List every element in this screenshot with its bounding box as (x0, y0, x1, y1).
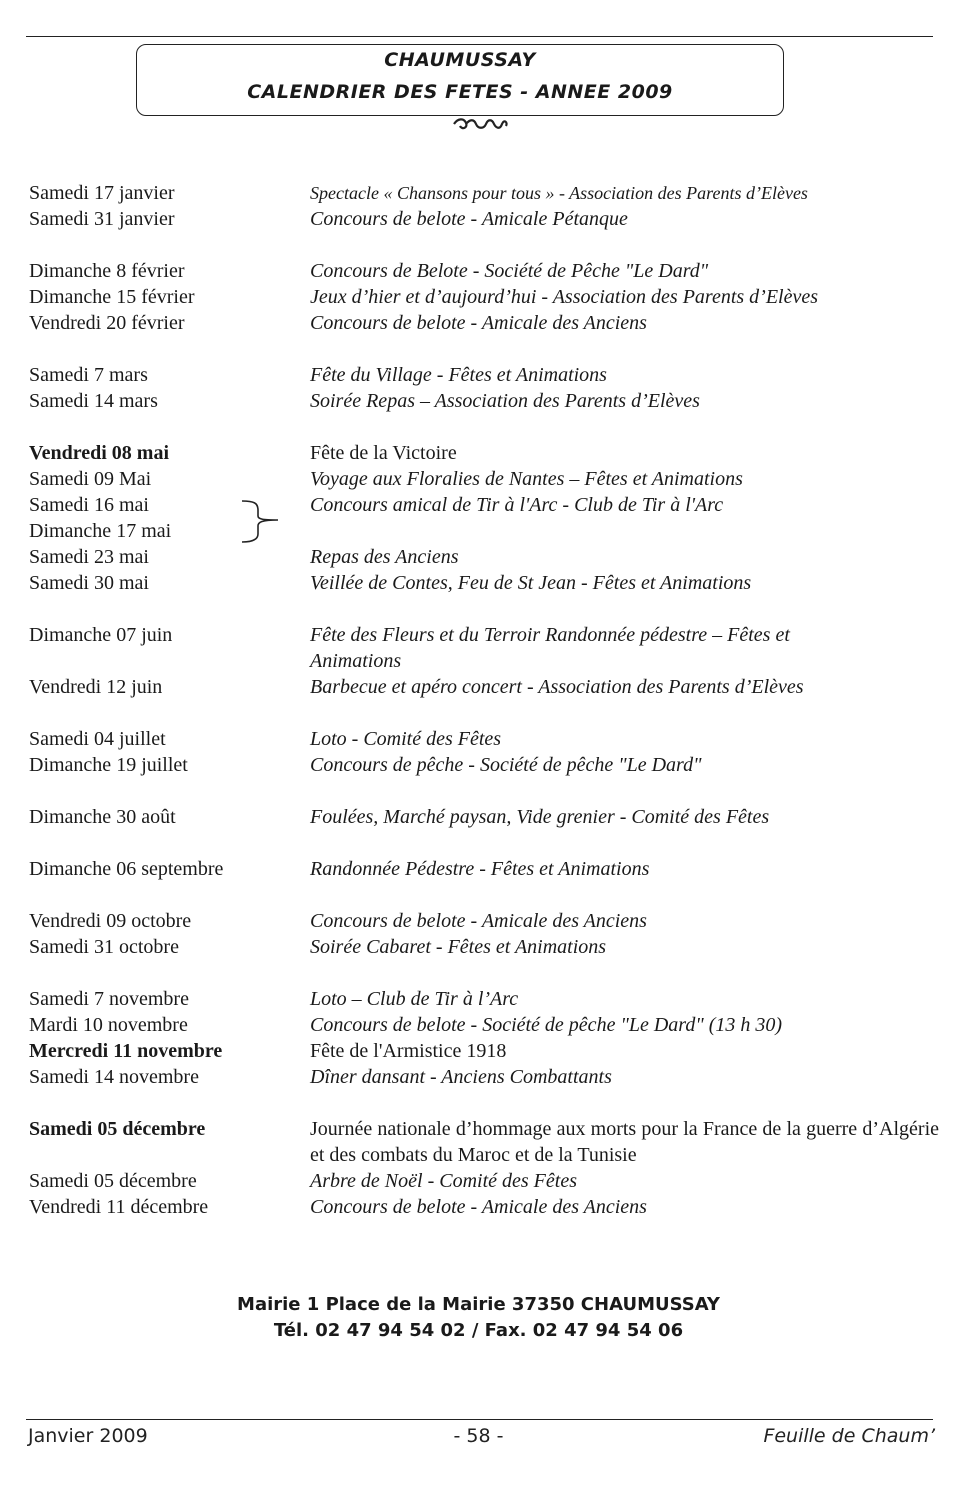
title-box (136, 44, 784, 116)
event-description: Concours de belote - Amicale des Anciens (310, 312, 647, 334)
event-date: Samedi 30 mai (29, 572, 149, 594)
event-date: Samedi 09 Mai (29, 468, 152, 490)
event-row (29, 284, 939, 310)
address-line: Mairie 1 Place de la Mairie 37350 CHAUMUSSAY (237, 1294, 720, 1315)
event-date: Dimanche 15 février (29, 286, 195, 308)
event-date: Vendredi 20 février (29, 312, 185, 334)
event-date: Dimanche 30 août (29, 806, 176, 828)
month-group-september (29, 856, 939, 882)
event-date: Vendredi 08 mai (29, 442, 170, 464)
event-row (29, 440, 939, 466)
event-date: Samedi 16 mai (29, 494, 149, 516)
event-row (29, 362, 939, 388)
event-date: Samedi 05 décembre (29, 1118, 206, 1140)
event-row (29, 622, 939, 674)
event-row (29, 1116, 939, 1168)
event-description: Dîner dansant - Anciens Combattants (310, 1066, 612, 1088)
event-row (29, 206, 939, 232)
event-date: Samedi 14 novembre (29, 1066, 199, 1088)
event-date: Dimanche 17 mai (29, 520, 172, 542)
event-date: Samedi 14 mars (29, 390, 158, 412)
event-row (29, 518, 939, 544)
top-rule (26, 36, 933, 37)
event-description: Arbre de Noël - Comité des Fêtes (310, 1170, 577, 1192)
event-description: Randonnée Pédestre - Fêtes et Animations (310, 858, 650, 880)
event-description: Soirée Cabaret - Fêtes et Animations (310, 936, 607, 958)
event-date: Samedi 7 novembre (29, 988, 189, 1010)
event-row (29, 570, 939, 596)
month-group-february (29, 258, 939, 336)
event-date: Samedi 31 janvier (29, 208, 175, 230)
event-description: Concours de belote - Amicale des Anciens (310, 1196, 647, 1218)
event-row (29, 180, 939, 206)
event-description: Veillée de Contes, Feu de St Jean - Fêtes et Animations (310, 572, 752, 594)
right-brace-icon (238, 498, 282, 544)
event-date: Samedi 23 mai (29, 546, 149, 568)
event-description: Concours de Belote - Société de Pêche "Le Dard" (310, 260, 709, 282)
event-row (29, 908, 939, 934)
page-subtitle: CALENDRIER DES FETES - ANNEE 2009 (247, 81, 673, 103)
event-row (29, 310, 939, 336)
event-date: Samedi 31 octobre (29, 936, 179, 958)
event-description: Loto - Comité des Fêtes (310, 728, 502, 750)
event-description: Fête des Fleurs et du Terroir Randonnée pédestre – Fêtes et Animations (310, 624, 790, 672)
event-row (29, 856, 939, 882)
event-description: Fête de l'Armistice 1918 (310, 1040, 507, 1062)
event-description: Concours de belote - Société de pêche "Le Dard" (13 h 30) (310, 1014, 783, 1036)
event-date: Dimanche 06 septembre (29, 858, 224, 880)
ornament-icon (450, 116, 510, 132)
month-group-july (29, 726, 939, 778)
event-row (29, 258, 939, 284)
event-description: Foulées, Marché paysan, Vide grenier - Comité des Fêtes (310, 806, 770, 828)
event-description: Concours de belote - Amicale Pétanque (310, 208, 628, 230)
event-description: Soirée Repas – Association des Parents d’Elèves (310, 390, 700, 412)
event-description: Fête du Village - Fêtes et Animations (310, 364, 607, 386)
month-group-december (29, 1116, 939, 1220)
page-number: - 58 - (453, 1425, 504, 1447)
event-row (29, 1168, 939, 1194)
event-date: Vendredi 11 décembre (29, 1196, 209, 1218)
event-date: Dimanche 8 février (29, 260, 185, 282)
month-group-may (29, 440, 939, 596)
event-description: Concours de belote - Amicale des Anciens (310, 910, 647, 932)
event-date: Mercredi 11 novembre (29, 1040, 223, 1062)
event-description: Loto – Club de Tir à l’Arc (310, 988, 519, 1010)
event-date: Dimanche 19 juillet (29, 754, 188, 776)
event-row (29, 1064, 939, 1090)
month-group-august (29, 804, 939, 830)
month-group-october (29, 908, 939, 960)
event-row (29, 388, 939, 414)
event-date: Vendredi 12 juin (29, 676, 163, 698)
event-description: Repas des Anciens (310, 546, 459, 568)
events-schedule (29, 180, 939, 1246)
event-row (29, 726, 939, 752)
month-group-november (29, 986, 939, 1090)
event-row (29, 674, 939, 700)
event-row (29, 1038, 939, 1064)
month-group-june (29, 622, 939, 700)
event-row (29, 492, 939, 518)
event-description: Concours amical de Tir à l'Arc - Club de Tir à l'Arc (310, 494, 724, 516)
event-date: Mardi 10 novembre (29, 1014, 188, 1036)
event-date: Dimanche 07 juin (29, 624, 173, 646)
event-description: Voyage aux Floralies de Nantes – Fêtes et Animations (310, 468, 743, 490)
footer-date: Janvier 2009 (28, 1425, 148, 1447)
event-date: Samedi 04 juillet (29, 728, 166, 750)
event-row (29, 986, 939, 1012)
event-row (29, 1012, 939, 1038)
event-row (29, 466, 939, 492)
event-date: Vendredi 09 octobre (29, 910, 192, 932)
page-title: CHAUMUSSAY (384, 49, 536, 71)
event-description: Journée nationale d’hommage aux morts pour la France de la guerre d’Algérie et des combats du Maroc et de la Tunisie (310, 1118, 939, 1166)
event-date: Samedi 7 mars (29, 364, 148, 386)
event-row (29, 934, 939, 960)
contact-line: Tél. 02 47 94 54 02 / Fax. 02 47 94 54 06 (273, 1320, 684, 1341)
event-row (29, 1194, 939, 1220)
event-date: Samedi 05 décembre (29, 1170, 197, 1192)
event-row (29, 804, 939, 830)
event-row (29, 544, 939, 570)
event-row (29, 752, 939, 778)
event-description: Jeux d’hier et d’aujourd’hui - Association des Parents d’Elèves (310, 286, 819, 308)
event-description: Fête de la Victoire (310, 442, 457, 464)
month-group-january (29, 180, 939, 232)
bottom-rule (26, 1419, 933, 1420)
event-date: Samedi 17 janvier (29, 182, 175, 204)
event-description: Concours de pêche - Société de pêche "Le Dard" (310, 754, 702, 776)
month-group-march (29, 362, 939, 414)
publication-name: Feuille de Chaum’ (763, 1425, 935, 1447)
town-hall-address (0, 1292, 957, 1344)
event-description: Barbecue et apéro concert - Association des Parents d’Elèves (310, 676, 804, 698)
event-description: Spectacle « Chansons pour tous » - Association des Parents d’Elèves (310, 183, 808, 203)
